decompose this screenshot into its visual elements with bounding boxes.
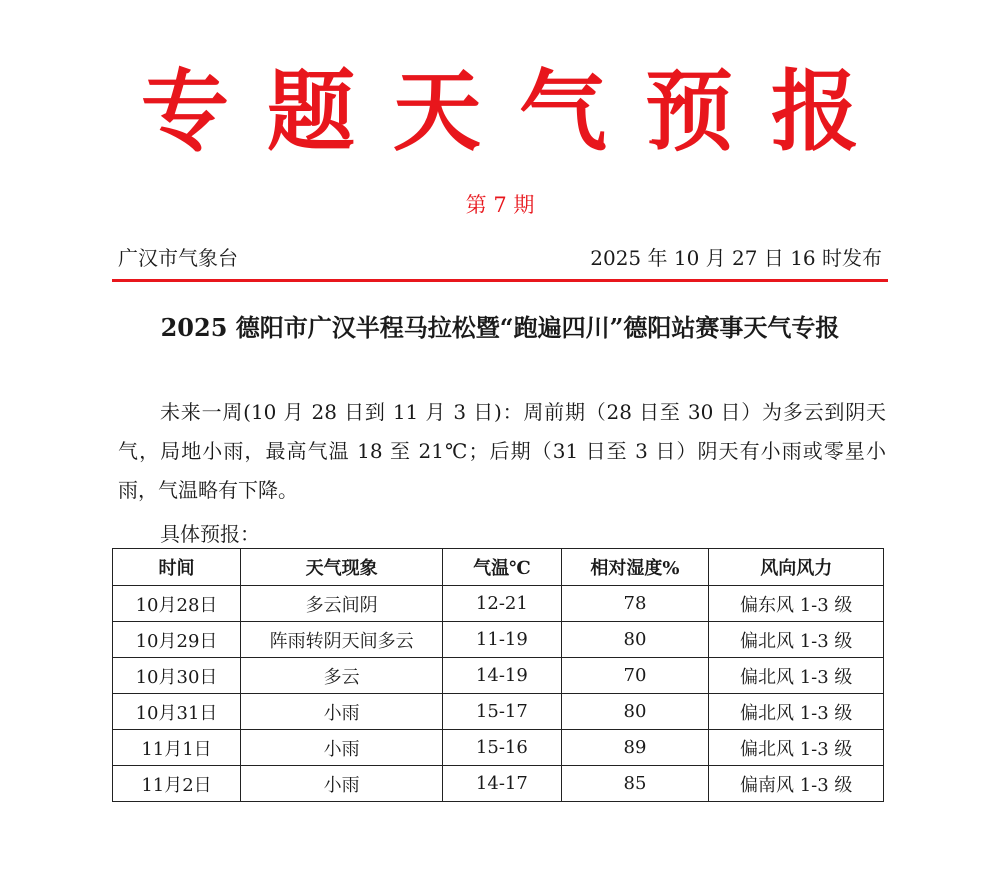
cell-temperature: 15-16 — [443, 730, 561, 766]
cell-humidity: 70 — [561, 658, 709, 694]
issue-number: 第 7 期 — [465, 193, 535, 217]
forecast-summary: 未来一周(10 月 28 日到 11 月 3 日)：周前期（28 日至 30 日）为多云到阴天气，局地小雨，最高气温 18 至 21℃；后期（31 日至 3 日）阴天有小雨或零星小雨，气温略有下降。 — [118, 400, 886, 502]
cell-humidity: 80 — [561, 622, 709, 658]
cell-weather: 小雨 — [241, 730, 443, 766]
cell-weather: 小雨 — [241, 694, 443, 730]
forecast-table — [112, 548, 884, 802]
issuer-name: 广汉市气象台 — [118, 246, 238, 270]
cell-date: 10月28日 — [113, 586, 241, 622]
cell-date: 10月31日 — [113, 694, 241, 730]
cell-humidity: 80 — [561, 694, 709, 730]
cell-weather: 小雨 — [241, 766, 443, 802]
cell-wind: 偏北风 1-3 级 — [709, 694, 884, 730]
cell-date: 11月1日 — [113, 730, 241, 766]
cell-temperature: 12-21 — [443, 586, 561, 622]
cell-temperature: 15-17 — [443, 694, 561, 730]
cell-wind: 偏南风 1-3 级 — [709, 766, 884, 802]
cell-weather: 多云 — [241, 658, 443, 694]
cell-humidity: 89 — [561, 730, 709, 766]
table-row — [113, 766, 884, 802]
table-row — [113, 586, 884, 622]
cell-weather: 多云间阴 — [241, 586, 443, 622]
table-row — [113, 658, 884, 694]
cell-date: 10月29日 — [113, 622, 241, 658]
table-header-row — [113, 549, 884, 586]
cell-date: 11月2日 — [113, 766, 241, 802]
red-divider — [112, 279, 888, 282]
cell-temperature: 14-19 — [443, 658, 561, 694]
header-humidity: 相对湿度% — [561, 549, 709, 586]
header-wind: 风向风力 — [709, 549, 884, 586]
header-temperature: 气温℃ — [443, 549, 561, 586]
cell-wind: 偏北风 1-3 级 — [709, 730, 884, 766]
header-weather: 天气现象 — [241, 549, 443, 586]
cell-wind: 偏北风 1-3 级 — [709, 658, 884, 694]
cell-wind: 偏北风 1-3 级 — [709, 622, 884, 658]
cell-humidity: 85 — [561, 766, 709, 802]
cell-temperature: 14-17 — [443, 766, 561, 802]
cell-weather: 阵雨转阴天间多云 — [241, 622, 443, 658]
cell-temperature: 11-19 — [443, 622, 561, 658]
table-row — [113, 622, 884, 658]
header-time: 时间 — [113, 549, 241, 586]
table-row — [113, 730, 884, 766]
table-row — [113, 694, 884, 730]
document-title: 2025 德阳市广汉半程马拉松暨“跑遍四川”德阳站赛事天气专报 — [160, 313, 840, 342]
cell-wind: 偏东风 1-3 级 — [709, 586, 884, 622]
masthead-title: 专题天气预报 — [140, 60, 897, 163]
cell-date: 10月30日 — [113, 658, 241, 694]
release-time: 2025 年 10 月 27 日 16 时发布 — [590, 246, 882, 270]
detail-heading: 具体预报： — [160, 522, 260, 546]
cell-humidity: 78 — [561, 586, 709, 622]
